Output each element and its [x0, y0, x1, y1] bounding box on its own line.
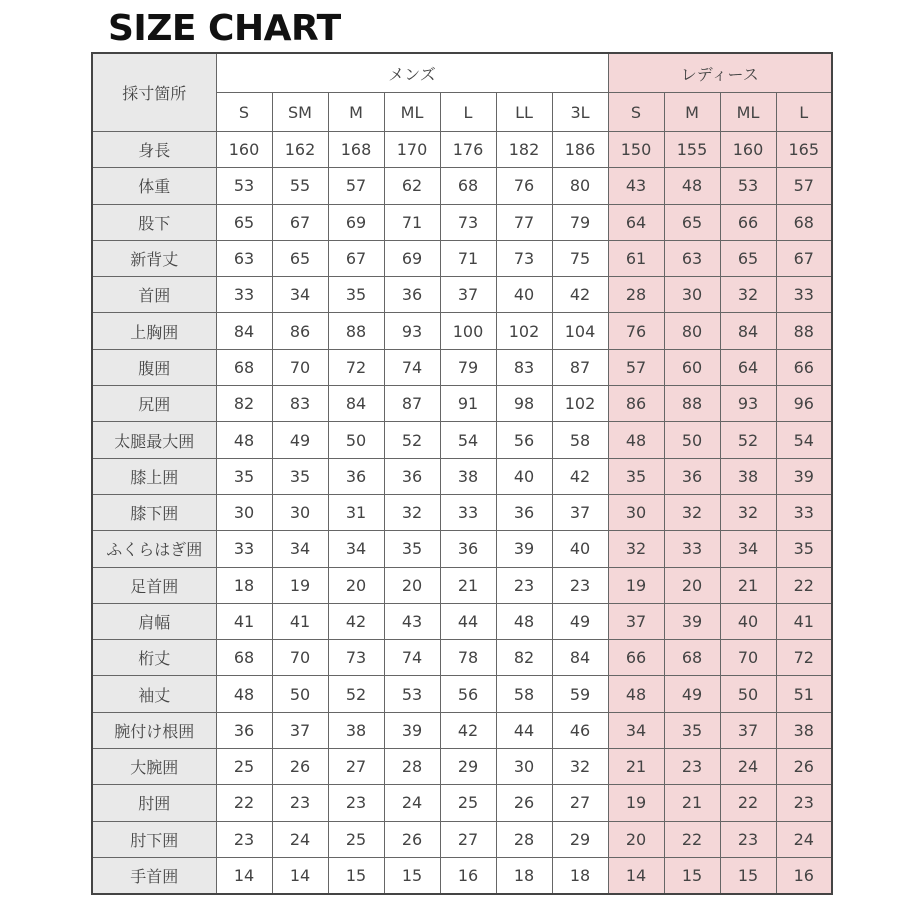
mens-value-cell: 32: [384, 494, 440, 530]
mens-value-cell: 35: [328, 277, 384, 313]
ladies-value-cell: 30: [608, 494, 664, 530]
table-row: [92, 821, 832, 857]
row-label: 大腕囲: [92, 749, 216, 785]
ladies-value-cell: 61: [608, 240, 664, 276]
ladies-value-cell: 66: [608, 640, 664, 676]
mens-value-cell: 44: [440, 603, 496, 639]
row-label: 尻囲: [92, 386, 216, 422]
group-header-row: [92, 53, 832, 93]
ladies-value-cell: 48: [664, 168, 720, 204]
mens-value-cell: 20: [328, 567, 384, 603]
row-label: 肘下囲: [92, 821, 216, 857]
ladies-value-cell: 48: [608, 422, 664, 458]
row-label: 膝上囲: [92, 458, 216, 494]
ladies-value-cell: 84: [720, 313, 776, 349]
mens-value-cell: 35: [384, 531, 440, 567]
mens-value-cell: 28: [384, 749, 440, 785]
mens-value-cell: 14: [272, 857, 328, 894]
ladies-value-cell: 19: [608, 567, 664, 603]
row-label: 手首囲: [92, 857, 216, 894]
page-title: SIZE CHART: [108, 8, 341, 49]
ladies-value-cell: 165: [776, 132, 832, 168]
mens-value-cell: 28: [496, 821, 552, 857]
ladies-value-cell: 24: [720, 749, 776, 785]
ladies-value-cell: 68: [776, 204, 832, 240]
ladies-value-cell: 30: [664, 277, 720, 313]
ladies-value-cell: 37: [608, 603, 664, 639]
mens-value-cell: 67: [272, 204, 328, 240]
mens-value-cell: 84: [552, 640, 608, 676]
ladies-value-cell: 37: [720, 712, 776, 748]
mens-value-cell: 36: [328, 458, 384, 494]
ladies-value-cell: 64: [608, 204, 664, 240]
mens-value-cell: 25: [216, 749, 272, 785]
mens-value-cell: 19: [272, 567, 328, 603]
ladies-value-cell: 15: [720, 857, 776, 894]
mens-value-cell: 20: [384, 567, 440, 603]
mens-value-cell: 37: [272, 712, 328, 748]
row-label: 肩幅: [92, 603, 216, 639]
ladies-value-cell: 22: [664, 821, 720, 857]
mens-value-cell: 93: [384, 313, 440, 349]
mens-value-cell: 76: [496, 168, 552, 204]
mens-value-cell: 104: [552, 313, 608, 349]
mens-value-cell: 65: [272, 240, 328, 276]
ladies-value-cell: 160: [720, 132, 776, 168]
mens-value-cell: 52: [384, 422, 440, 458]
table-row: [92, 277, 832, 313]
ladies-value-cell: 93: [720, 386, 776, 422]
ladies-value-cell: 39: [776, 458, 832, 494]
ladies-value-cell: 32: [664, 494, 720, 530]
mens-value-cell: 36: [216, 712, 272, 748]
table-row: [92, 531, 832, 567]
mens-value-cell: 102: [496, 313, 552, 349]
mens-value-cell: 32: [552, 749, 608, 785]
ladies-value-cell: 50: [664, 422, 720, 458]
ladies-value-cell: 57: [776, 168, 832, 204]
ladies-value-cell: 33: [776, 277, 832, 313]
mens-value-cell: 68: [216, 349, 272, 385]
table-row: [92, 422, 832, 458]
mens-value-cell: 35: [216, 458, 272, 494]
mens-value-cell: 77: [496, 204, 552, 240]
ladies-value-cell: 21: [664, 785, 720, 821]
mens-value-cell: 50: [328, 422, 384, 458]
mens-header: メンズ: [216, 53, 608, 93]
mens-value-cell: 82: [216, 386, 272, 422]
ladies-value-cell: 65: [664, 204, 720, 240]
mens-value-cell: 74: [384, 349, 440, 385]
row-label: 股下: [92, 204, 216, 240]
ladies-size-header: L: [776, 93, 832, 132]
ladies-value-cell: 35: [664, 712, 720, 748]
ladies-value-cell: 57: [608, 349, 664, 385]
mens-value-cell: 67: [328, 240, 384, 276]
table-row: [92, 785, 832, 821]
table-row: [92, 712, 832, 748]
mens-value-cell: 22: [216, 785, 272, 821]
mens-value-cell: 160: [216, 132, 272, 168]
ladies-value-cell: 21: [608, 749, 664, 785]
mens-value-cell: 23: [496, 567, 552, 603]
mens-value-cell: 38: [328, 712, 384, 748]
ladies-value-cell: 50: [720, 676, 776, 712]
ladies-value-cell: 43: [608, 168, 664, 204]
ladies-value-cell: 39: [664, 603, 720, 639]
mens-value-cell: 79: [552, 204, 608, 240]
ladies-value-cell: 53: [720, 168, 776, 204]
row-label: 腹囲: [92, 349, 216, 385]
ladies-value-cell: 66: [720, 204, 776, 240]
mens-value-cell: 49: [272, 422, 328, 458]
ladies-value-cell: 68: [664, 640, 720, 676]
mens-value-cell: 63: [216, 240, 272, 276]
ladies-value-cell: 21: [720, 567, 776, 603]
mens-value-cell: 23: [328, 785, 384, 821]
ladies-value-cell: 64: [720, 349, 776, 385]
mens-value-cell: 82: [496, 640, 552, 676]
mens-value-cell: 86: [272, 313, 328, 349]
ladies-value-cell: 52: [720, 422, 776, 458]
ladies-value-cell: 22: [720, 785, 776, 821]
ladies-value-cell: 48: [608, 676, 664, 712]
mens-value-cell: 65: [216, 204, 272, 240]
ladies-value-cell: 36: [664, 458, 720, 494]
mens-value-cell: 38: [440, 458, 496, 494]
mens-value-cell: 56: [440, 676, 496, 712]
mens-value-cell: 36: [496, 494, 552, 530]
row-label: 袖丈: [92, 676, 216, 712]
mens-size-header: S: [216, 93, 272, 132]
table-row: [92, 676, 832, 712]
mens-value-cell: 41: [272, 603, 328, 639]
mens-size-header: ML: [384, 93, 440, 132]
mens-value-cell: 73: [496, 240, 552, 276]
mens-value-cell: 54: [440, 422, 496, 458]
table-row: [92, 168, 832, 204]
table-row: [92, 349, 832, 385]
ladies-value-cell: 67: [776, 240, 832, 276]
mens-value-cell: 36: [440, 531, 496, 567]
ladies-value-cell: 66: [776, 349, 832, 385]
mens-value-cell: 49: [552, 603, 608, 639]
mens-value-cell: 80: [552, 168, 608, 204]
mens-value-cell: 43: [384, 603, 440, 639]
table-row: [92, 494, 832, 530]
mens-value-cell: 30: [496, 749, 552, 785]
mens-value-cell: 78: [440, 640, 496, 676]
mens-value-cell: 31: [328, 494, 384, 530]
mens-value-cell: 71: [440, 240, 496, 276]
ladies-value-cell: 54: [776, 422, 832, 458]
table-row: [92, 749, 832, 785]
ladies-value-cell: 96: [776, 386, 832, 422]
mens-value-cell: 34: [328, 531, 384, 567]
mens-value-cell: 68: [440, 168, 496, 204]
mens-value-cell: 98: [496, 386, 552, 422]
mens-value-cell: 84: [328, 386, 384, 422]
mens-value-cell: 88: [328, 313, 384, 349]
mens-value-cell: 70: [272, 640, 328, 676]
mens-value-cell: 72: [328, 349, 384, 385]
mens-value-cell: 57: [328, 168, 384, 204]
mens-value-cell: 26: [496, 785, 552, 821]
mens-value-cell: 176: [440, 132, 496, 168]
mens-value-cell: 50: [272, 676, 328, 712]
mens-value-cell: 18: [216, 567, 272, 603]
mens-value-cell: 53: [216, 168, 272, 204]
table-row: [92, 240, 832, 276]
row-label: 足首囲: [92, 567, 216, 603]
ladies-value-cell: 14: [608, 857, 664, 894]
mens-value-cell: 42: [328, 603, 384, 639]
row-label: ふくらはぎ囲: [92, 531, 216, 567]
mens-value-cell: 170: [384, 132, 440, 168]
mens-value-cell: 186: [552, 132, 608, 168]
mens-value-cell: 37: [552, 494, 608, 530]
mens-value-cell: 36: [384, 458, 440, 494]
ladies-value-cell: 22: [776, 567, 832, 603]
measurement-header: 採寸箇所: [92, 53, 216, 132]
mens-value-cell: 56: [496, 422, 552, 458]
mens-size-header: LL: [496, 93, 552, 132]
ladies-value-cell: 23: [664, 749, 720, 785]
ladies-value-cell: 20: [608, 821, 664, 857]
ladies-value-cell: 16: [776, 857, 832, 894]
mens-value-cell: 68: [216, 640, 272, 676]
ladies-size-header: ML: [720, 93, 776, 132]
size-chart-table: [91, 52, 833, 895]
mens-value-cell: 23: [552, 567, 608, 603]
ladies-value-cell: 76: [608, 313, 664, 349]
mens-value-cell: 16: [440, 857, 496, 894]
ladies-value-cell: 20: [664, 567, 720, 603]
mens-value-cell: 24: [384, 785, 440, 821]
row-label: 肘囲: [92, 785, 216, 821]
mens-value-cell: 79: [440, 349, 496, 385]
mens-value-cell: 40: [552, 531, 608, 567]
ladies-value-cell: 65: [720, 240, 776, 276]
mens-value-cell: 69: [328, 204, 384, 240]
mens-value-cell: 71: [384, 204, 440, 240]
table-row: [92, 640, 832, 676]
row-label: 腕付け根囲: [92, 712, 216, 748]
ladies-value-cell: 63: [664, 240, 720, 276]
mens-value-cell: 33: [216, 531, 272, 567]
mens-value-cell: 102: [552, 386, 608, 422]
mens-value-cell: 87: [552, 349, 608, 385]
ladies-value-cell: 32: [720, 494, 776, 530]
mens-value-cell: 75: [552, 240, 608, 276]
mens-value-cell: 70: [272, 349, 328, 385]
ladies-value-cell: 49: [664, 676, 720, 712]
mens-value-cell: 27: [328, 749, 384, 785]
mens-value-cell: 74: [384, 640, 440, 676]
table-row: [92, 386, 832, 422]
mens-value-cell: 162: [272, 132, 328, 168]
mens-size-header: L: [440, 93, 496, 132]
row-label: 身長: [92, 132, 216, 168]
mens-value-cell: 44: [496, 712, 552, 748]
mens-value-cell: 34: [272, 277, 328, 313]
mens-value-cell: 58: [552, 422, 608, 458]
mens-value-cell: 14: [216, 857, 272, 894]
mens-value-cell: 182: [496, 132, 552, 168]
mens-value-cell: 25: [440, 785, 496, 821]
ladies-value-cell: 23: [720, 821, 776, 857]
row-label: 新背丈: [92, 240, 216, 276]
mens-value-cell: 48: [216, 676, 272, 712]
mens-value-cell: 100: [440, 313, 496, 349]
ladies-value-cell: 15: [664, 857, 720, 894]
mens-value-cell: 41: [216, 603, 272, 639]
mens-value-cell: 39: [384, 712, 440, 748]
mens-value-cell: 29: [552, 821, 608, 857]
ladies-value-cell: 88: [776, 313, 832, 349]
mens-value-cell: 48: [496, 603, 552, 639]
mens-value-cell: 23: [272, 785, 328, 821]
ladies-value-cell: 34: [720, 531, 776, 567]
mens-value-cell: 55: [272, 168, 328, 204]
mens-size-header: M: [328, 93, 384, 132]
ladies-value-cell: 60: [664, 349, 720, 385]
ladies-size-header: M: [664, 93, 720, 132]
mens-value-cell: 73: [328, 640, 384, 676]
mens-value-cell: 35: [272, 458, 328, 494]
row-label: 膝下囲: [92, 494, 216, 530]
ladies-value-cell: 26: [776, 749, 832, 785]
mens-size-header: SM: [272, 93, 328, 132]
ladies-value-cell: 80: [664, 313, 720, 349]
ladies-value-cell: 41: [776, 603, 832, 639]
mens-value-cell: 40: [496, 458, 552, 494]
mens-value-cell: 84: [216, 313, 272, 349]
mens-value-cell: 18: [496, 857, 552, 894]
ladies-value-cell: 35: [608, 458, 664, 494]
mens-value-cell: 83: [496, 349, 552, 385]
mens-value-cell: 33: [216, 277, 272, 313]
ladies-value-cell: 70: [720, 640, 776, 676]
mens-value-cell: 18: [552, 857, 608, 894]
mens-value-cell: 62: [384, 168, 440, 204]
ladies-value-cell: 33: [776, 494, 832, 530]
ladies-value-cell: 34: [608, 712, 664, 748]
ladies-value-cell: 51: [776, 676, 832, 712]
mens-value-cell: 29: [440, 749, 496, 785]
ladies-value-cell: 32: [720, 277, 776, 313]
ladies-value-cell: 86: [608, 386, 664, 422]
mens-value-cell: 40: [496, 277, 552, 313]
mens-value-cell: 33: [440, 494, 496, 530]
table-row: [92, 458, 832, 494]
mens-value-cell: 59: [552, 676, 608, 712]
ladies-value-cell: 155: [664, 132, 720, 168]
ladies-value-cell: 40: [720, 603, 776, 639]
mens-value-cell: 27: [552, 785, 608, 821]
mens-value-cell: 26: [384, 821, 440, 857]
mens-value-cell: 52: [328, 676, 384, 712]
mens-value-cell: 53: [384, 676, 440, 712]
mens-value-cell: 34: [272, 531, 328, 567]
mens-value-cell: 30: [216, 494, 272, 530]
mens-value-cell: 25: [328, 821, 384, 857]
mens-value-cell: 73: [440, 204, 496, 240]
mens-value-cell: 91: [440, 386, 496, 422]
mens-value-cell: 48: [216, 422, 272, 458]
ladies-header: レディース: [608, 53, 832, 93]
ladies-size-header: S: [608, 93, 664, 132]
ladies-value-cell: 150: [608, 132, 664, 168]
ladies-value-cell: 38: [776, 712, 832, 748]
mens-value-cell: 30: [272, 494, 328, 530]
mens-value-cell: 15: [384, 857, 440, 894]
mens-value-cell: 58: [496, 676, 552, 712]
table-row: [92, 132, 832, 168]
mens-value-cell: 23: [216, 821, 272, 857]
ladies-value-cell: 28: [608, 277, 664, 313]
row-label: 上胸囲: [92, 313, 216, 349]
mens-value-cell: 69: [384, 240, 440, 276]
mens-value-cell: 87: [384, 386, 440, 422]
ladies-value-cell: 35: [776, 531, 832, 567]
mens-value-cell: 26: [272, 749, 328, 785]
table-row: [92, 567, 832, 603]
table-row: [92, 603, 832, 639]
mens-value-cell: 21: [440, 567, 496, 603]
ladies-value-cell: 33: [664, 531, 720, 567]
mens-value-cell: 24: [272, 821, 328, 857]
table-row: [92, 313, 832, 349]
row-label: 体重: [92, 168, 216, 204]
mens-value-cell: 168: [328, 132, 384, 168]
row-label: 首囲: [92, 277, 216, 313]
mens-value-cell: 83: [272, 386, 328, 422]
mens-value-cell: 42: [552, 277, 608, 313]
row-label: 太腿最大囲: [92, 422, 216, 458]
ladies-value-cell: 38: [720, 458, 776, 494]
ladies-value-cell: 24: [776, 821, 832, 857]
ladies-value-cell: 88: [664, 386, 720, 422]
mens-value-cell: 46: [552, 712, 608, 748]
ladies-value-cell: 19: [608, 785, 664, 821]
mens-value-cell: 15: [328, 857, 384, 894]
table-row: [92, 857, 832, 894]
mens-value-cell: 39: [496, 531, 552, 567]
mens-value-cell: 36: [384, 277, 440, 313]
row-label: 桁丈: [92, 640, 216, 676]
mens-value-cell: 27: [440, 821, 496, 857]
table-row: [92, 204, 832, 240]
ladies-value-cell: 23: [776, 785, 832, 821]
ladies-value-cell: 32: [608, 531, 664, 567]
mens-value-cell: 37: [440, 277, 496, 313]
mens-value-cell: 42: [552, 458, 608, 494]
ladies-value-cell: 72: [776, 640, 832, 676]
mens-size-header: 3L: [552, 93, 608, 132]
mens-value-cell: 42: [440, 712, 496, 748]
